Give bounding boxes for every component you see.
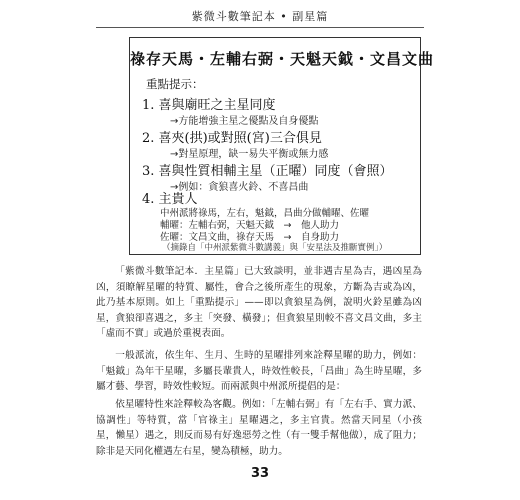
item-4-sub-2: 輔曜：左輔右弼，天魁天鉞 → 他人助力 [160,220,339,231]
item-2-sub: →對星原理，缺一易失平衡或無力感 [170,149,329,160]
box-heading: 重點提示： [146,77,204,91]
page-number: 33 [250,466,270,481]
item-4-sub-3: 佐曜：文昌文曲，祿存天馬 → 自身助力 [160,232,339,243]
item-1-title: 1. 喜與廟旺之主星同度 [142,98,276,113]
citation-note: （摘錄自「中州派紫微斗數講義」與「安星法及推斷實例」） [162,243,388,253]
paragraph-1: 「紫微斗數筆記本．主星篇」已大致談明，並非遇吉星為吉，遇凶星為凶，須瞭解星曜的特質、屬性，會合之後所產生的現象，方斷為吉或為凶，此乃基本原則。如上「重點提示」——即以貪狼星為例，說明火鈴星雖為凶星，貪狼卻喜遇之，多主「突發、橫發」；但貪狼星則較不喜文昌文曲，多主「虛而不實」或過於重視表面。 [96,266,422,339]
item-4-title: 4. 主貴人 [142,192,198,207]
item-3-title: 3. 喜與性質相輔主星（正曜）同度（會照） [142,164,393,179]
paragraph-3: 依星曜特性來詮釋較為客觀。例如：「左輔右弼」有「左右手、實力派、協調性」等特質，當「官祿主」星曜遇之，多主官貴。然當天同星（小孩星，懶星）遇之，則反而易有好逸惡勞之性（有一雙手幫他做），成了阻力；除非是天同化權遇左右星，變為積極，助力。 [96,399,422,457]
box-title: 祿存天馬・左輔右弼・天魁天鉞・文昌文曲 [130,50,435,68]
paragraph-2: 一般派流，依生年、生月、生時的星曜排列來詮釋星曜的助力，例如：「魁鉞」為年干星曜，多屬長輩貴人，時效性較長，「昌曲」為生時星曜，多屬才藝、學習，時效性較短。而兩派與中州派所提倡的是： [96,350,422,392]
running-header: 紫微斗數筆記本 • 副星篇 [191,10,329,23]
item-2-title: 2. 喜夾(拱)或對照(宮)三合俱見 [142,131,322,146]
item-4-sub-1: 中州派將祿馬，左右，魁鉞，昌曲分做輔曜、佐曜 [160,208,370,219]
item-1-sub: →方能增強主星之優點及自身優點 [170,116,319,127]
item-3-sub: →例如：貪狼喜火鈴、不喜昌曲 [170,182,309,193]
key-points-box [129,37,435,255]
header-rule [96,27,424,28]
